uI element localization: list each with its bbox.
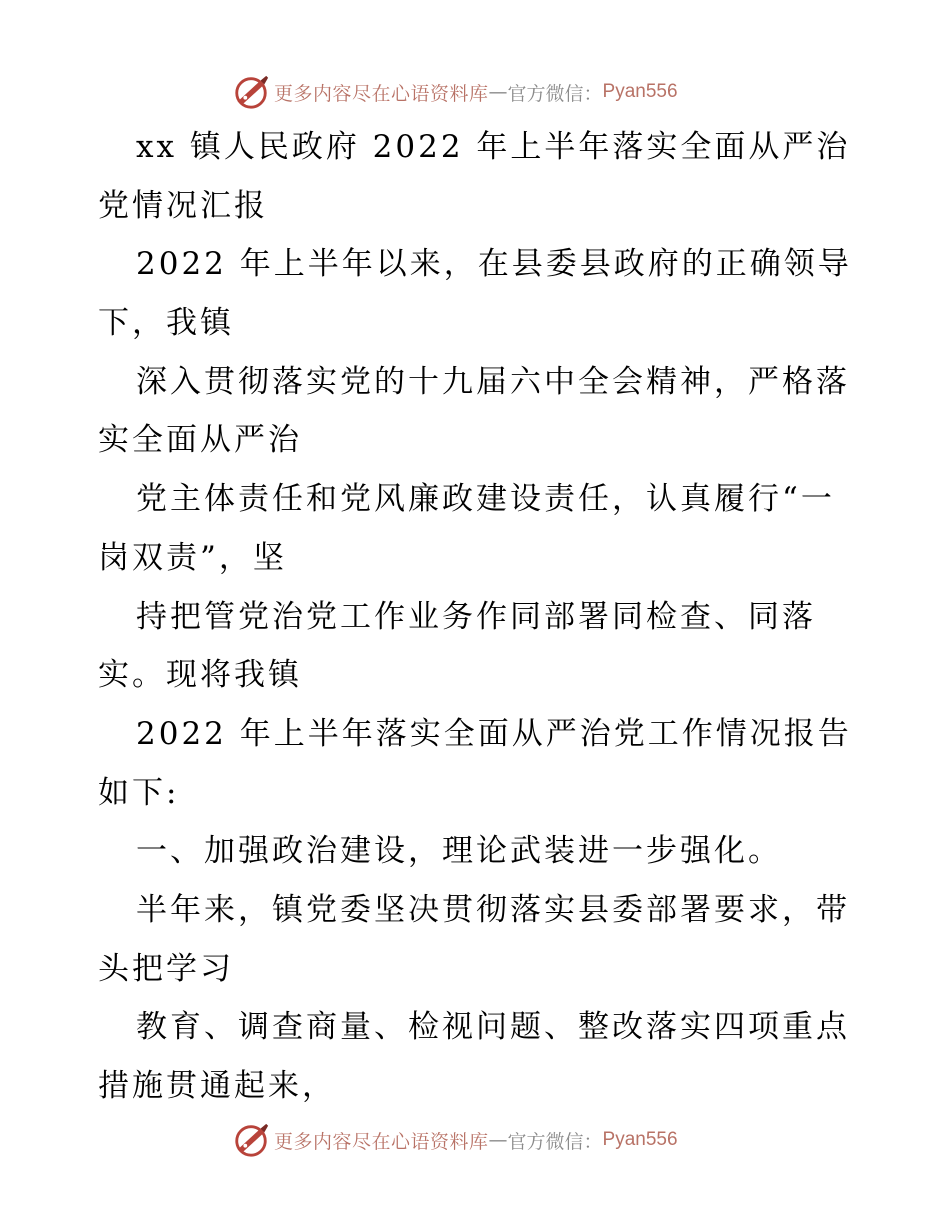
- text-line: 党情况汇报: [98, 187, 268, 224]
- text-line: 教育、调查商量、检视问题、整改落实四项重点: [136, 1009, 850, 1046]
- text-line: 措施贯通起来，: [98, 1068, 336, 1104]
- text-line: 党主体责任和党风廉政建设责任，认真履行“一: [136, 481, 835, 518]
- text-line: 头把学习: [98, 950, 234, 987]
- watermark-separator: —: [488, 81, 508, 103]
- watermark-wechat-id: Pyan556: [602, 81, 678, 102]
- text-line: 如下:: [98, 774, 180, 811]
- text-line: 下，我镇: [98, 305, 234, 342]
- text-line: xx 镇人民政府 2022 年上半年落实全面从严治: [136, 129, 851, 165]
- text-line: 实全面从严治: [98, 422, 302, 459]
- text-line: 岗双责”，坚: [98, 539, 287, 576]
- text-line: 持把管党治党工作业务作同部署同检查、同落: [136, 598, 816, 635]
- watermark-wechat-id: Pyan556: [602, 1129, 678, 1150]
- text-line: 一、加强政治建设，理论武装进一步强化。: [136, 833, 782, 870]
- watermark-text: 更多内容尽在心语资料库: [274, 1130, 489, 1153]
- text-line: 半年来，镇党委坚决贯彻落实县委部署要求，带: [136, 891, 850, 928]
- pen-logo-icon: [232, 1121, 270, 1159]
- watermark-text: 更多内容尽在心语资料库: [274, 82, 489, 105]
- footer-watermark: [232, 1120, 678, 1160]
- text-line: 实。现将我镇: [98, 657, 302, 694]
- text-line: 深入贯彻落实党的十九届六中全会精神，严格落: [136, 363, 850, 400]
- pen-logo-icon: [232, 73, 270, 111]
- text-line: 2022 年上半年以来，在县委县政府的正确领导: [136, 246, 852, 283]
- text-line: 2022 年上半年落实全面从严治党工作情况报告: [136, 715, 852, 752]
- header-watermark: [232, 72, 678, 112]
- watermark-separator: —: [488, 1129, 508, 1151]
- watermark-label: 官方微信：: [507, 82, 603, 105]
- watermark-label: 官方微信：: [507, 1130, 603, 1153]
- document-body: [98, 118, 858, 1116]
